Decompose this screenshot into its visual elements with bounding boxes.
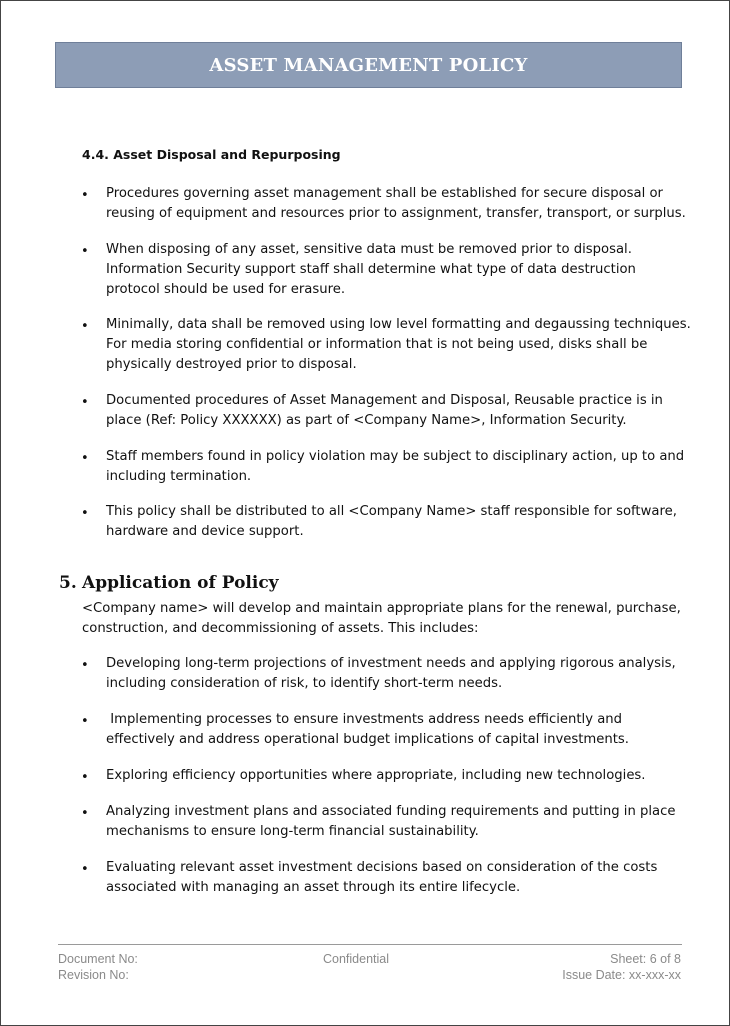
bullet-glyph: • (81, 319, 89, 334)
section-intro: <Company name> will develop and maintain appropriate plans for the renewal, purchase, construction, and decommissioning of assets. This includes: (82, 601, 681, 636)
bullet-text: Evaluating relevant asset investment decisions based on consideration of the costs associated with managing an asset through its entire lifecycle. (106, 860, 658, 895)
bullet-glyph: • (81, 714, 89, 729)
bullet-text: Implementing processes to ensure investments address needs efficiently and effectively and address operational budget implications of capital investments. (106, 712, 629, 747)
section-number: 5. (59, 573, 77, 593)
bullet-text: Analyzing investment plans and associated funding requirements and putting in place mechanisms to ensure long-term financial sustainability. (106, 804, 676, 839)
document-title: ASSET MANAGEMENT POLICY (209, 54, 528, 76)
issue-date: Issue Date: xx-xxx-xx (562, 968, 681, 982)
bullet-glyph: • (81, 806, 89, 821)
bullet-text: When disposing of any asset, sensitive data must be removed prior to disposal. Information Security support staff shall determine what type of data destruction protocol should be used for erasure. (106, 242, 636, 297)
document-number-label: Document No: (58, 952, 138, 966)
bullet-glyph: • (81, 658, 89, 673)
bullet-glyph: • (81, 188, 89, 203)
bullet-text: Minimally, data shall be removed using low level formatting and degaussing techniques. For media storing confidential or information that is not being used, disks shall be physically destroyed prior to disposal. (106, 317, 691, 372)
bullet-glyph: • (81, 506, 89, 521)
confidential-label: Confidential (323, 952, 390, 966)
bullet-glyph: • (81, 244, 89, 259)
section-heading (59, 573, 279, 593)
bullet-text: Staff members found in policy violation may be subject to disciplinary action, up to and including termination. (106, 449, 685, 484)
bullet-text: Procedures governing asset management shall be established for secure disposal or reusing of equipment and resources prior to assignment, transfer, transport, or surplus. (106, 186, 686, 221)
bullet-text: Documented procedures of Asset Management and Disposal, Reusable practice is in place (Ref: Policy XXXXXX) as part of <Company Name>, Information Security. (106, 393, 663, 428)
bullet-text: Exploring efficiency opportunities where appropriate, including new technologies. (106, 768, 646, 783)
sheet-number: Sheet: 6 of 8 (610, 952, 681, 966)
bullet-glyph: • (81, 862, 89, 877)
revision-number-label: Revision No: (58, 968, 129, 982)
bullet-glyph: • (81, 395, 89, 410)
subsection-heading: 4.4. Asset Disposal and Repurposing (82, 147, 341, 162)
footer-divider (58, 944, 682, 945)
header-banner (55, 42, 682, 88)
footer-right (562, 951, 681, 983)
footer-center (323, 951, 389, 967)
bullet-text: Developing long-term projections of investment needs and applying rigorous analysis, including consideration of risk, to identify short-term needs. (106, 656, 676, 691)
bullet-text: This policy shall be distributed to all <Company Name> staff responsible for software, hardware and device support. (106, 504, 677, 539)
bullet-glyph: • (81, 451, 89, 466)
section-title: Application of Policy (82, 573, 279, 593)
footer-left (58, 951, 138, 983)
bullet-glyph: • (81, 770, 89, 785)
